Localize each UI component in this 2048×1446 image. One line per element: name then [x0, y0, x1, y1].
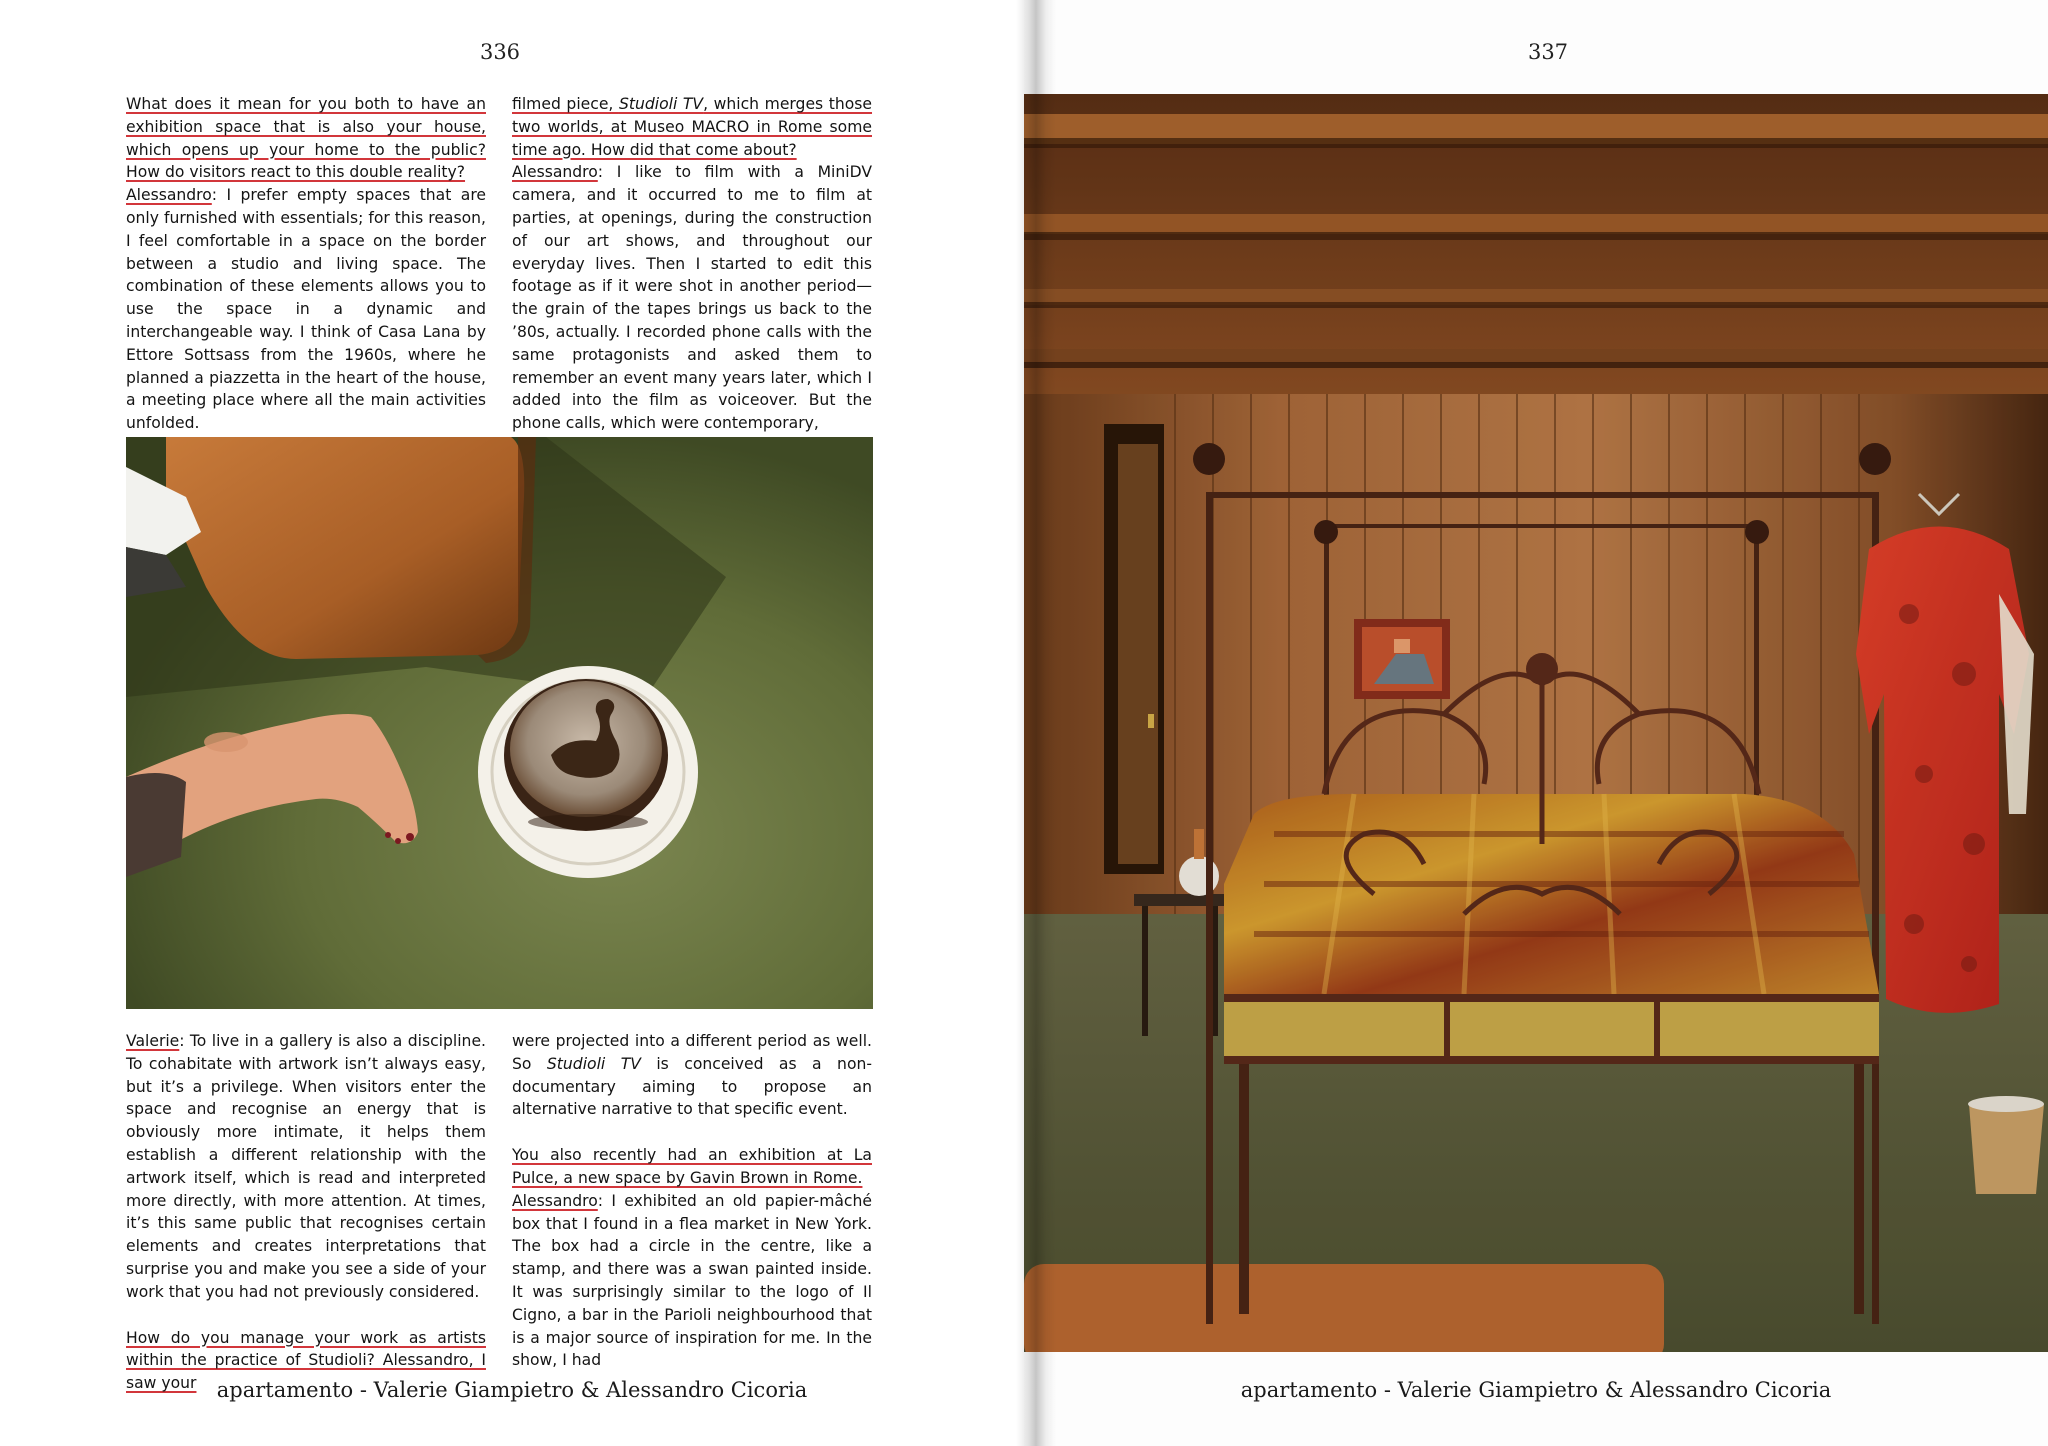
speaker-name: Alessandro	[512, 163, 598, 182]
page-number-left: 336	[479, 40, 521, 64]
text-column-bottom-left	[126, 1030, 486, 1395]
interview-question: What does it mean for you both to have an exhibition space that is also your house, which opens up your home to the public? How do visitors react to this double reality?	[126, 95, 486, 182]
page-number-right: 337	[1527, 40, 1569, 64]
interview-question-continued	[512, 95, 872, 159]
text-column-bottom-right	[512, 1030, 872, 1372]
photo-bedroom	[1024, 94, 2048, 1352]
film-title: Studioli TV	[546, 1054, 641, 1073]
footer-left: apartamento - Valerie Giampietro & Alessandro Cicoria	[216, 1378, 808, 1402]
interview-answer: : I exhibited an old papier-mâché box that I found in a flea market in New York. The box had a circle in the centre, like a stamp, and there was a swan painted inside. It was surprisingly similar to the logo of Il Cigno, a bar in the Parioli neighbourhood that is a major source of inspiration for me. In the show, I had	[512, 1191, 872, 1370]
photo-cake-on-carpet	[126, 437, 873, 1009]
answer-part: is conceived as a non-documentary aiming to propose an alternative narrative to that specific event.	[512, 1054, 872, 1119]
interview-question: How do you manage your work as artists within the practice of Studioli? Alessandro, I saw your	[126, 1328, 486, 1393]
question-part: , which merges those two worlds, at Museo MACRO in Rome some time ago. How did that come about?	[512, 95, 873, 159]
speaker-name: Alessandro	[126, 186, 212, 205]
footer-right: apartamento - Valerie Giampietro & Alessandro Cicoria	[1240, 1378, 1832, 1402]
interview-answer: : I prefer empty spaces that are only furnished with essentials; for this reason, I feel comfortable in a space on the border between a studio and living space. The combination of these elements allows you to use the space in a dynamic and interchangeable way. I think of Casa Lana by Ettore Sottsass from the 1960s, where he planned a piazzetta in the heart of the house, a meeting place where all the main activities unfolded.	[126, 186, 486, 433]
speaker-name: Alessandro	[512, 1191, 598, 1210]
text-column-top-right	[512, 93, 872, 435]
interview-answer: : To live in a gallery is also a discipline. To cohabitate with artwork isn’t always easy, but it’s a privilege. When visitors enter the space and recognise an energy that is obviously more intimate, it helps them establish a different relationship with the artwork itself, which is read and interpreted more directly, with more attention. At times, it’s this same public that recognises certain elements and creates interpretations that surprise you and make you see a side of your work that you had not previously considered.	[126, 1032, 486, 1301]
question-part: filmed piece,	[512, 95, 619, 113]
interview-answer: : I like to film with a MiniDV camera, and it occurred to me to film at parties, at openings, during the construction of our art shows, and throughout our everyday lives. Then I started to edit this footage as if it were shot in another period—the grain of the tapes brings us back to the ’80s, actually. I recorded phone calls with the same protagonists and asked them to remember an event many years later, which I added into the film as voiceover. But the phone calls, which were contemporary,	[512, 163, 872, 433]
text-column-top-left	[126, 93, 486, 435]
speaker-name: Valerie	[126, 1032, 180, 1050]
film-title: Studioli TV	[618, 95, 704, 113]
answer-part: were projected into a different period as well. So	[512, 1032, 872, 1073]
interview-question: You also recently had an exhibition at La Pulce, a new space by Gavin Brown in Rome.	[512, 1146, 872, 1187]
